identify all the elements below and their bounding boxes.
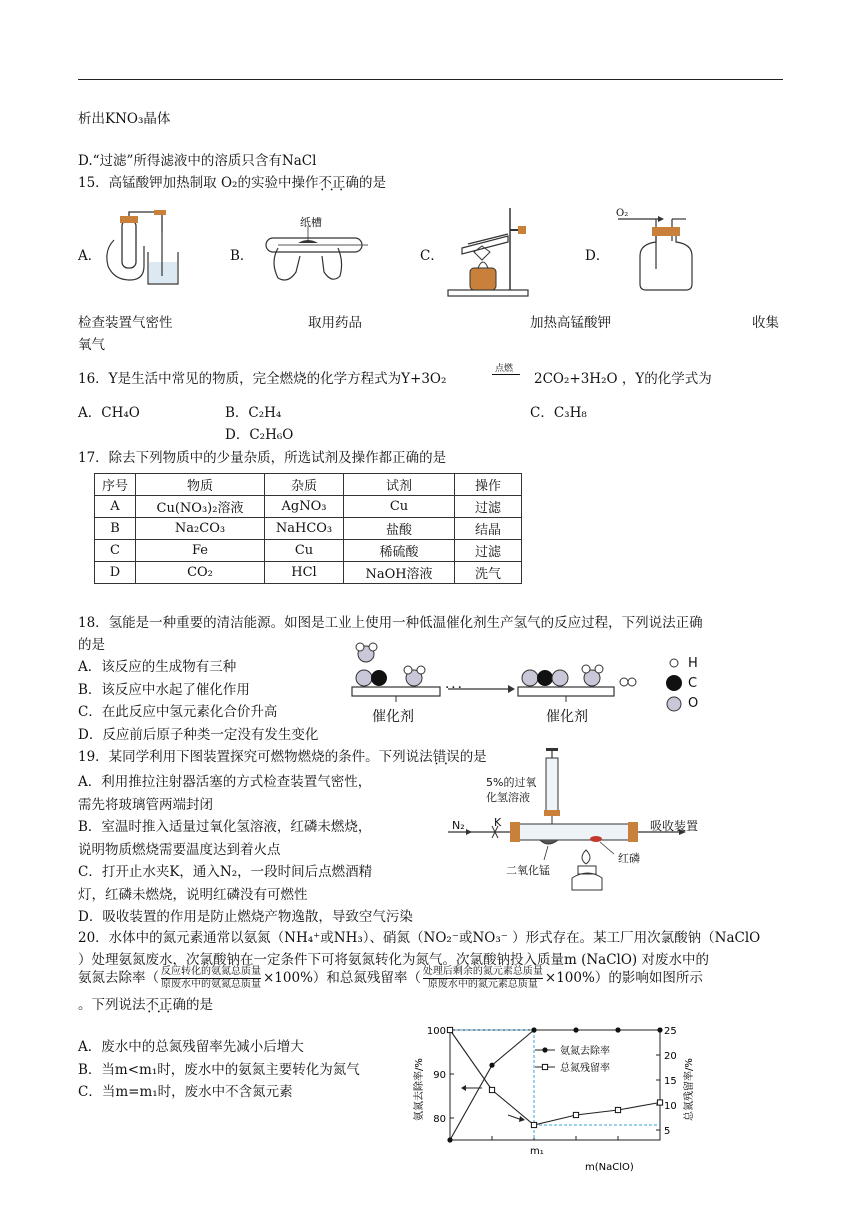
point-removal-rate bbox=[489, 1063, 494, 1068]
legend-h: H bbox=[688, 656, 698, 671]
q19-option-b1: B．室温时推入适量过氧化氢溶液，红磷未燃烧， bbox=[78, 819, 372, 835]
q18-option-c: C．在此反应中氢元素化合价升高 bbox=[78, 704, 278, 720]
clamp-k-label: K bbox=[494, 816, 502, 829]
y-right-tick-label: 15 bbox=[664, 1076, 677, 1087]
q16-option-d: D．C₂H₆O bbox=[225, 427, 294, 443]
point-removal-rate bbox=[531, 1027, 536, 1032]
q18-stem-1: 18．氢能是一种重要的清洁能源。如图是工业上使用一种低温催化剂生产氢气的反应过程，下列说法正确 bbox=[78, 615, 703, 631]
trough-label: 纸槽 bbox=[300, 216, 322, 229]
q19-stem-pre: 19．某同学利用下图装置探究可燃物燃烧的条件。下列说法 bbox=[78, 749, 433, 765]
q19-option-c2: 灯，红磷未燃烧，说明红磷没有可燃性 bbox=[78, 887, 308, 903]
q20-stem-4 bbox=[78, 993, 213, 1013]
legend-label-residual: 总氮残留率 bbox=[560, 1063, 610, 1074]
x-tick-label-m1: m₁ bbox=[530, 1146, 544, 1157]
airtight-check-figure bbox=[100, 210, 210, 290]
y-left-tick-label: 90 bbox=[433, 1070, 446, 1081]
q15-caption-d1: 收集 bbox=[752, 315, 779, 331]
frac1-denominator: 原废水中的氨氮总质量 bbox=[161, 979, 261, 990]
table-row bbox=[95, 540, 522, 562]
y-right-tick-label: 20 bbox=[664, 1051, 677, 1062]
table-cell: D bbox=[95, 562, 136, 584]
table-cell: NaOH溶液 bbox=[344, 562, 455, 584]
point-residual-rate bbox=[447, 1027, 452, 1032]
table-cell: B bbox=[95, 518, 136, 540]
table-cell: 稀硫酸 bbox=[344, 540, 455, 562]
q20-option-b: B．当m<m₁时，废水中的氨氮主要转化为氮气 bbox=[78, 1062, 360, 1078]
y-right-tick-label: 25 bbox=[664, 1026, 677, 1037]
q16-stem-post: 2CO₂+3H₂O ，Y的化学式为 bbox=[534, 371, 712, 387]
heating-setup-figure bbox=[440, 208, 540, 298]
q15-label-a: A． bbox=[78, 248, 102, 264]
removal-rate-fraction bbox=[161, 966, 261, 991]
n2-label: N₂ bbox=[452, 819, 465, 832]
q16-stem-pre: 16．Y是生活中常见的物质，完全燃烧的化学方程式为Y+3O₂ bbox=[78, 371, 447, 387]
frac2-denominator: 原废水中的氮元素总质量 bbox=[427, 979, 538, 990]
table-cell: 盐酸 bbox=[344, 518, 455, 540]
table-row bbox=[95, 562, 522, 584]
q19-option-c1: C．打开止水夹K，通入N₂，一段时间后点燃酒精 bbox=[78, 864, 373, 880]
q18-option-a: A．该反应的生成物有三种 bbox=[78, 659, 237, 675]
point-removal-rate bbox=[657, 1027, 662, 1032]
point-residual-rate bbox=[489, 1087, 494, 1092]
q15-caption-a: 检查装置气密性 bbox=[78, 315, 173, 331]
q18-option-d: D．反应前后原子种类一定没有发生变化 bbox=[78, 727, 319, 743]
table-cell: Cu(NO₃)₂溶液 bbox=[136, 496, 265, 518]
q20-stem-3a: 氨氮去除率（ bbox=[78, 970, 159, 986]
frac2-numerator: 处理后剩余的氮元素总质量 bbox=[422, 966, 543, 977]
table-header-cell: 操作 bbox=[455, 474, 522, 496]
q19-stem-post: 的是 bbox=[459, 749, 487, 765]
q20-stem-2: ）处理氨氮废水，次氯酸钠在一定条件下可将氨氮转化为氮气。次氯酸钠投入质量m (NaClO) 对废水中的 bbox=[78, 952, 709, 968]
legend-o: O bbox=[688, 696, 699, 711]
point-removal-rate bbox=[447, 1137, 452, 1142]
left-axis-arrowhead bbox=[461, 1085, 466, 1091]
q16-reaction-arrow bbox=[492, 374, 520, 375]
q16-condition: 点燃 bbox=[495, 364, 514, 374]
y-left-axis-label: 氨氮去除率/% bbox=[414, 1058, 425, 1121]
table-cell: 过滤 bbox=[455, 496, 522, 518]
q19-stem bbox=[78, 745, 487, 765]
y-right-tick-label: 5 bbox=[664, 1126, 671, 1137]
header-rule bbox=[78, 79, 783, 80]
y-right-axis-label: 总氮残留率/% bbox=[684, 1058, 695, 1121]
mno2-label: 二氧化锰 bbox=[506, 864, 550, 877]
table-cell: Na₂CO₃ bbox=[136, 518, 265, 540]
legend-label-removal: 氨氮去除率 bbox=[560, 1046, 610, 1057]
impurity-table bbox=[94, 473, 522, 584]
table-header-cell: 序号 bbox=[95, 474, 136, 496]
table-cell: NaHCO₃ bbox=[265, 518, 344, 540]
q14-option-d: D.“过滤”所得滤液中的溶质只含有NaCl bbox=[78, 153, 317, 169]
q15-stem-post: 的是 bbox=[358, 175, 386, 191]
nitrogen-chart bbox=[410, 1020, 700, 1180]
q20-stem-4-pre: 。下列说法 bbox=[78, 997, 146, 1013]
q20-stem-1: 20．水体中的氮元素通常以氨氮（NH₄⁺或NH₃）、硝氮（NO₂⁻或NO₃⁻ ）形式存在。某工厂用次氯酸钠（NaClO bbox=[78, 930, 761, 946]
table-cell: CO₂ bbox=[136, 562, 265, 584]
legend-c: C bbox=[688, 676, 698, 691]
q15-caption-b: 取用药品 bbox=[308, 315, 362, 331]
h2o2-label-1: 5%的过氧 bbox=[486, 776, 537, 789]
q19-option-a1: A．利用推拉注射器活塞的方式检查装置气密性， bbox=[78, 774, 372, 790]
q15-label-c: C． bbox=[420, 248, 444, 264]
table-cell: Cu bbox=[344, 496, 455, 518]
q14-continuation: 析出KNO₃晶体 bbox=[78, 111, 171, 127]
y-left-tick-label: 80 bbox=[433, 1114, 446, 1125]
q19-option-b2: 说明物质燃烧需要温度达到着火点 bbox=[78, 842, 281, 858]
q20-stem-3 bbox=[78, 966, 703, 991]
legend-marker-residual bbox=[542, 1064, 547, 1069]
table-cell: Cu bbox=[265, 540, 344, 562]
q20-option-a: A．废水中的总氮残留率先减小后增大 bbox=[78, 1039, 304, 1055]
frac1-numerator: 反应转化的氨氮总质量 bbox=[161, 966, 261, 977]
table-cell: HCl bbox=[265, 562, 344, 584]
table-cell: 洗气 bbox=[455, 562, 522, 584]
absorb-label: 吸收装置 bbox=[650, 819, 699, 833]
q20-stem-4-post: 的是 bbox=[186, 997, 213, 1013]
q15-label-d: D． bbox=[585, 248, 610, 264]
reaction-ellipsis: ··· bbox=[445, 680, 464, 696]
q16-option-c: C．C₃H₈ bbox=[530, 405, 587, 421]
q16-option-a: A．CH₄O bbox=[78, 405, 140, 421]
table-cell: AgNO₃ bbox=[265, 496, 344, 518]
q15-caption-d2: 氧气 bbox=[78, 337, 105, 353]
q15-stem-emphasis: 不正确 • • • bbox=[318, 175, 359, 191]
q17-stem: 17．除去下列物质中的少量杂质，所选试剂及操作都正确的是 bbox=[78, 450, 447, 466]
catalyst-label-right: 催化剂 bbox=[546, 709, 588, 725]
table-header-cell: 试剂 bbox=[344, 474, 455, 496]
q20-stem-4-emphasis: 不正确 • • • bbox=[146, 997, 187, 1013]
legend-marker-removal bbox=[542, 1047, 547, 1052]
series-line-0 bbox=[450, 1030, 660, 1140]
q20-stem-3b: ×100%）和总氮残留率（ bbox=[263, 970, 421, 986]
q15-label-b: B． bbox=[230, 248, 254, 264]
table-cell: 结晶 bbox=[455, 518, 522, 540]
q20-option-c: C．当m=m₁时，废水中不含氮元素 bbox=[78, 1084, 293, 1100]
table-header-row bbox=[95, 474, 522, 496]
table-row bbox=[95, 496, 522, 518]
catalyst-label-left: 催化剂 bbox=[372, 709, 414, 725]
table-cell: 过滤 bbox=[455, 540, 522, 562]
point-residual-rate bbox=[615, 1107, 620, 1112]
red-phosphorus-label: 红磷 bbox=[618, 852, 640, 865]
o2-label: O₂ bbox=[616, 208, 629, 219]
q16-option-b: B．C₂H₄ bbox=[225, 405, 282, 421]
q18-option-b: B．该反应中水起了催化作用 bbox=[78, 682, 250, 698]
q19-option-a2: 需先将玻璃管两端封闭 bbox=[78, 797, 213, 813]
q20-stem-3c: ×100%）的影响如图所示 bbox=[544, 970, 703, 986]
table-header-cell: 杂质 bbox=[265, 474, 344, 496]
residual-rate-fraction bbox=[423, 966, 543, 991]
table-row bbox=[95, 518, 522, 540]
q15-stem-pre: 15．高锰酸钾加热制取 O₂的实验中操作 bbox=[78, 175, 319, 191]
y-right-tick-label: 10 bbox=[664, 1101, 677, 1112]
point-residual-rate bbox=[573, 1112, 578, 1117]
point-residual-rate bbox=[531, 1122, 536, 1127]
table-header-cell: 物质 bbox=[136, 474, 265, 496]
x-axis-label: m(NaClO) bbox=[585, 1162, 634, 1173]
q18-stem-2: 的是 bbox=[78, 637, 105, 653]
q19-option-d: D．吸收装置的作用是防止燃烧产物逸散，导致空气污染 bbox=[78, 909, 413, 925]
y-left-tick-label: 100 bbox=[426, 1026, 446, 1037]
q15-stem bbox=[78, 171, 386, 191]
q15-caption-c: 加热高锰酸钾 bbox=[530, 315, 611, 331]
table-cell: Fe bbox=[136, 540, 265, 562]
table-cell: A bbox=[95, 496, 136, 518]
q19-stem-emphasis: 错误 • • bbox=[433, 749, 460, 765]
point-removal-rate bbox=[573, 1027, 578, 1032]
table-cell: C bbox=[95, 540, 136, 562]
point-removal-rate bbox=[615, 1027, 620, 1032]
h2o2-label-2: 化氢溶液 bbox=[486, 791, 530, 804]
point-residual-rate bbox=[657, 1100, 662, 1105]
series-line-1 bbox=[450, 1030, 660, 1125]
